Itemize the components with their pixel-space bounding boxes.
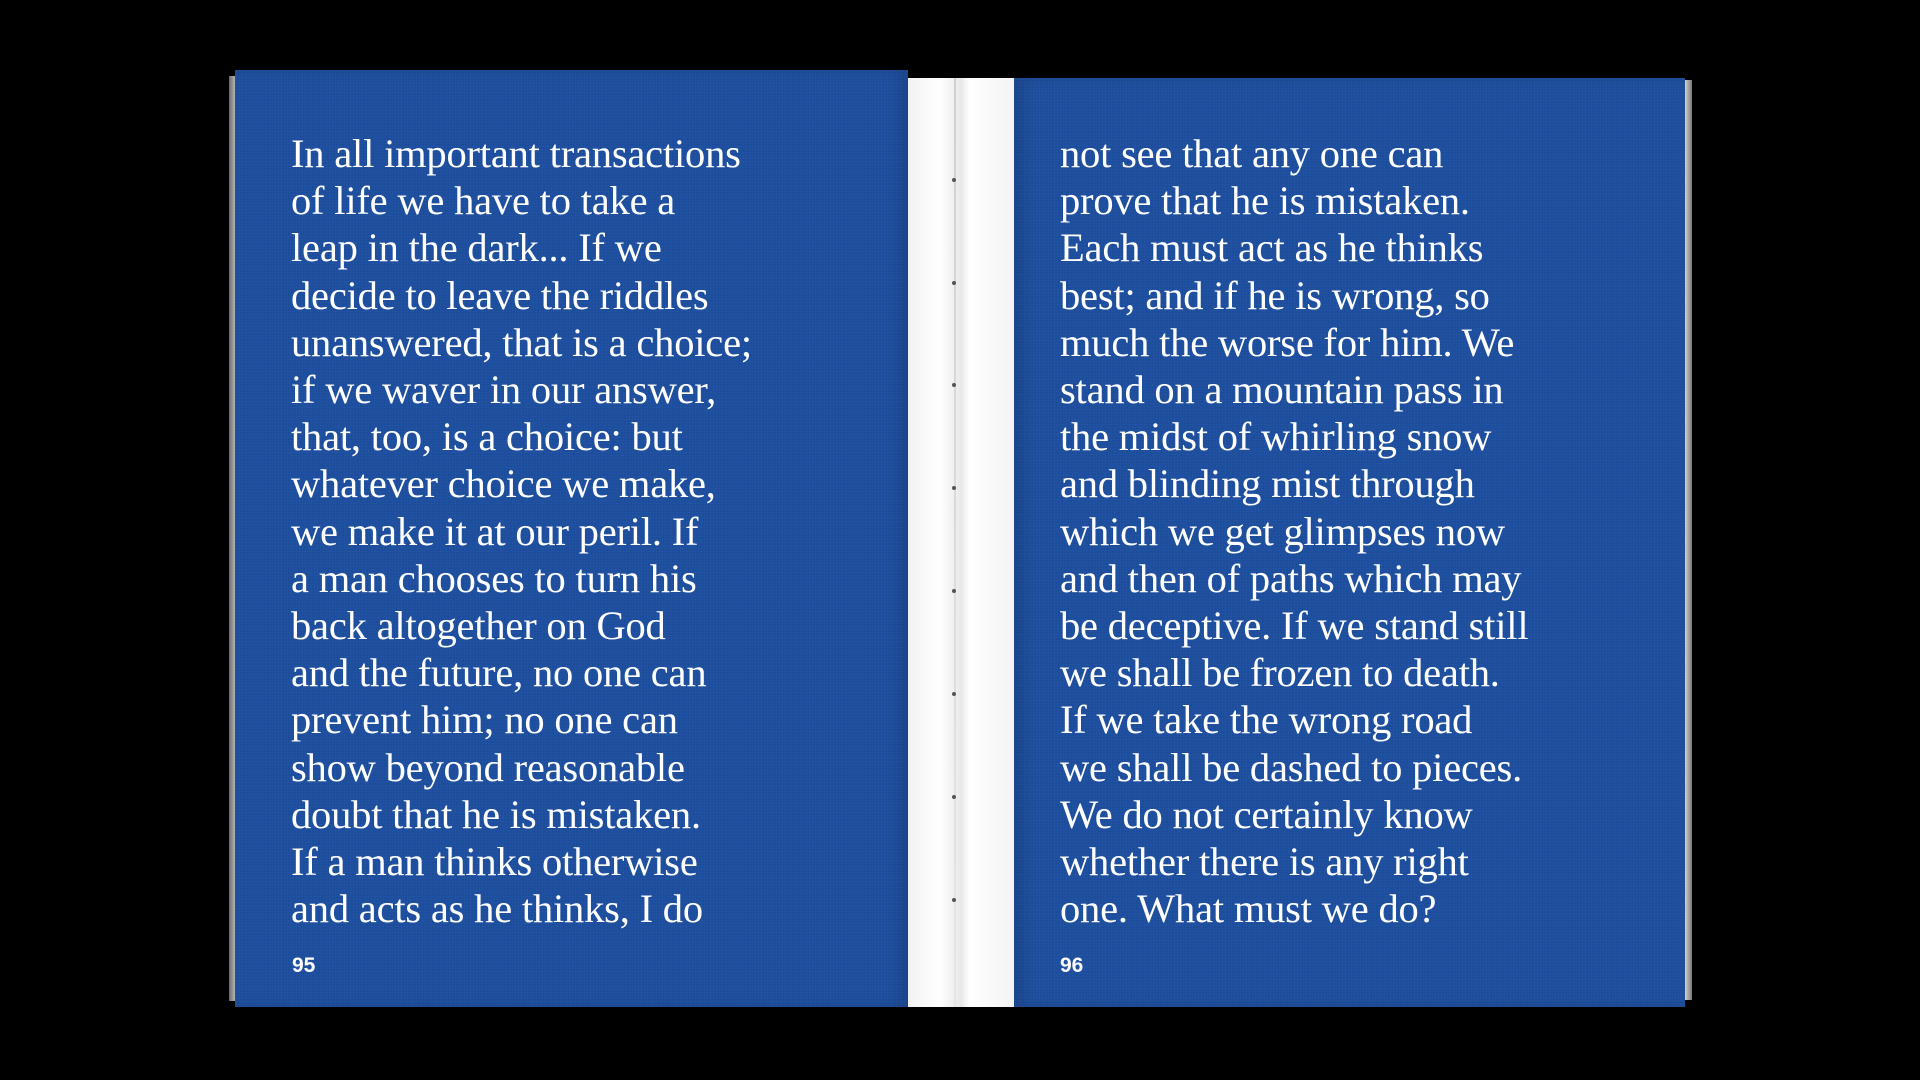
binding-stitch bbox=[952, 692, 956, 696]
binding-stitch bbox=[952, 898, 956, 902]
right-page-stack-edge bbox=[1684, 80, 1692, 1000]
book-gutter bbox=[908, 78, 1014, 1007]
binding-stitch bbox=[952, 178, 956, 182]
left-page bbox=[235, 70, 908, 1007]
left-page-number: 95 bbox=[292, 954, 316, 977]
binding-stitch bbox=[952, 486, 956, 490]
gutter-fold-line bbox=[954, 78, 956, 1007]
binding-stitch bbox=[952, 383, 956, 387]
right-page-number: 96 bbox=[1060, 954, 1084, 977]
right-page-body-text: not see that any one can prove that he is mistaken. Each must act as he thinks best; and if he is wrong, so much the worse for him. We stand on a mountain pass in the midst of whirling snow and blinding mist through which we get glimpses now and then of paths which may be deceptive. If we stand still we shall be frozen to death. If we take the wrong road we shall be dashed to pieces. We do not certainly know whether there is any right one. What must we do? bbox=[1060, 131, 1529, 932]
binding-stitch bbox=[952, 281, 956, 285]
open-book bbox=[229, 70, 1692, 1007]
right-page bbox=[1014, 78, 1685, 1007]
binding-stitch bbox=[952, 795, 956, 799]
left-page-body-text: In all important transactions of life we have to take a leap in the dark... If we decide to leave the riddles unanswered, that is a choice; if we waver in our answer, that, too, is a choice: but whatever choice we make, we make it at our peril. If a man chooses to turn his back altogether on God and the future, no one can prevent him; no one can show beyond reasonable doubt that he is mistaken. If a man thinks otherwise and acts as he thinks, I do bbox=[291, 131, 752, 932]
binding-stitch bbox=[952, 589, 956, 593]
